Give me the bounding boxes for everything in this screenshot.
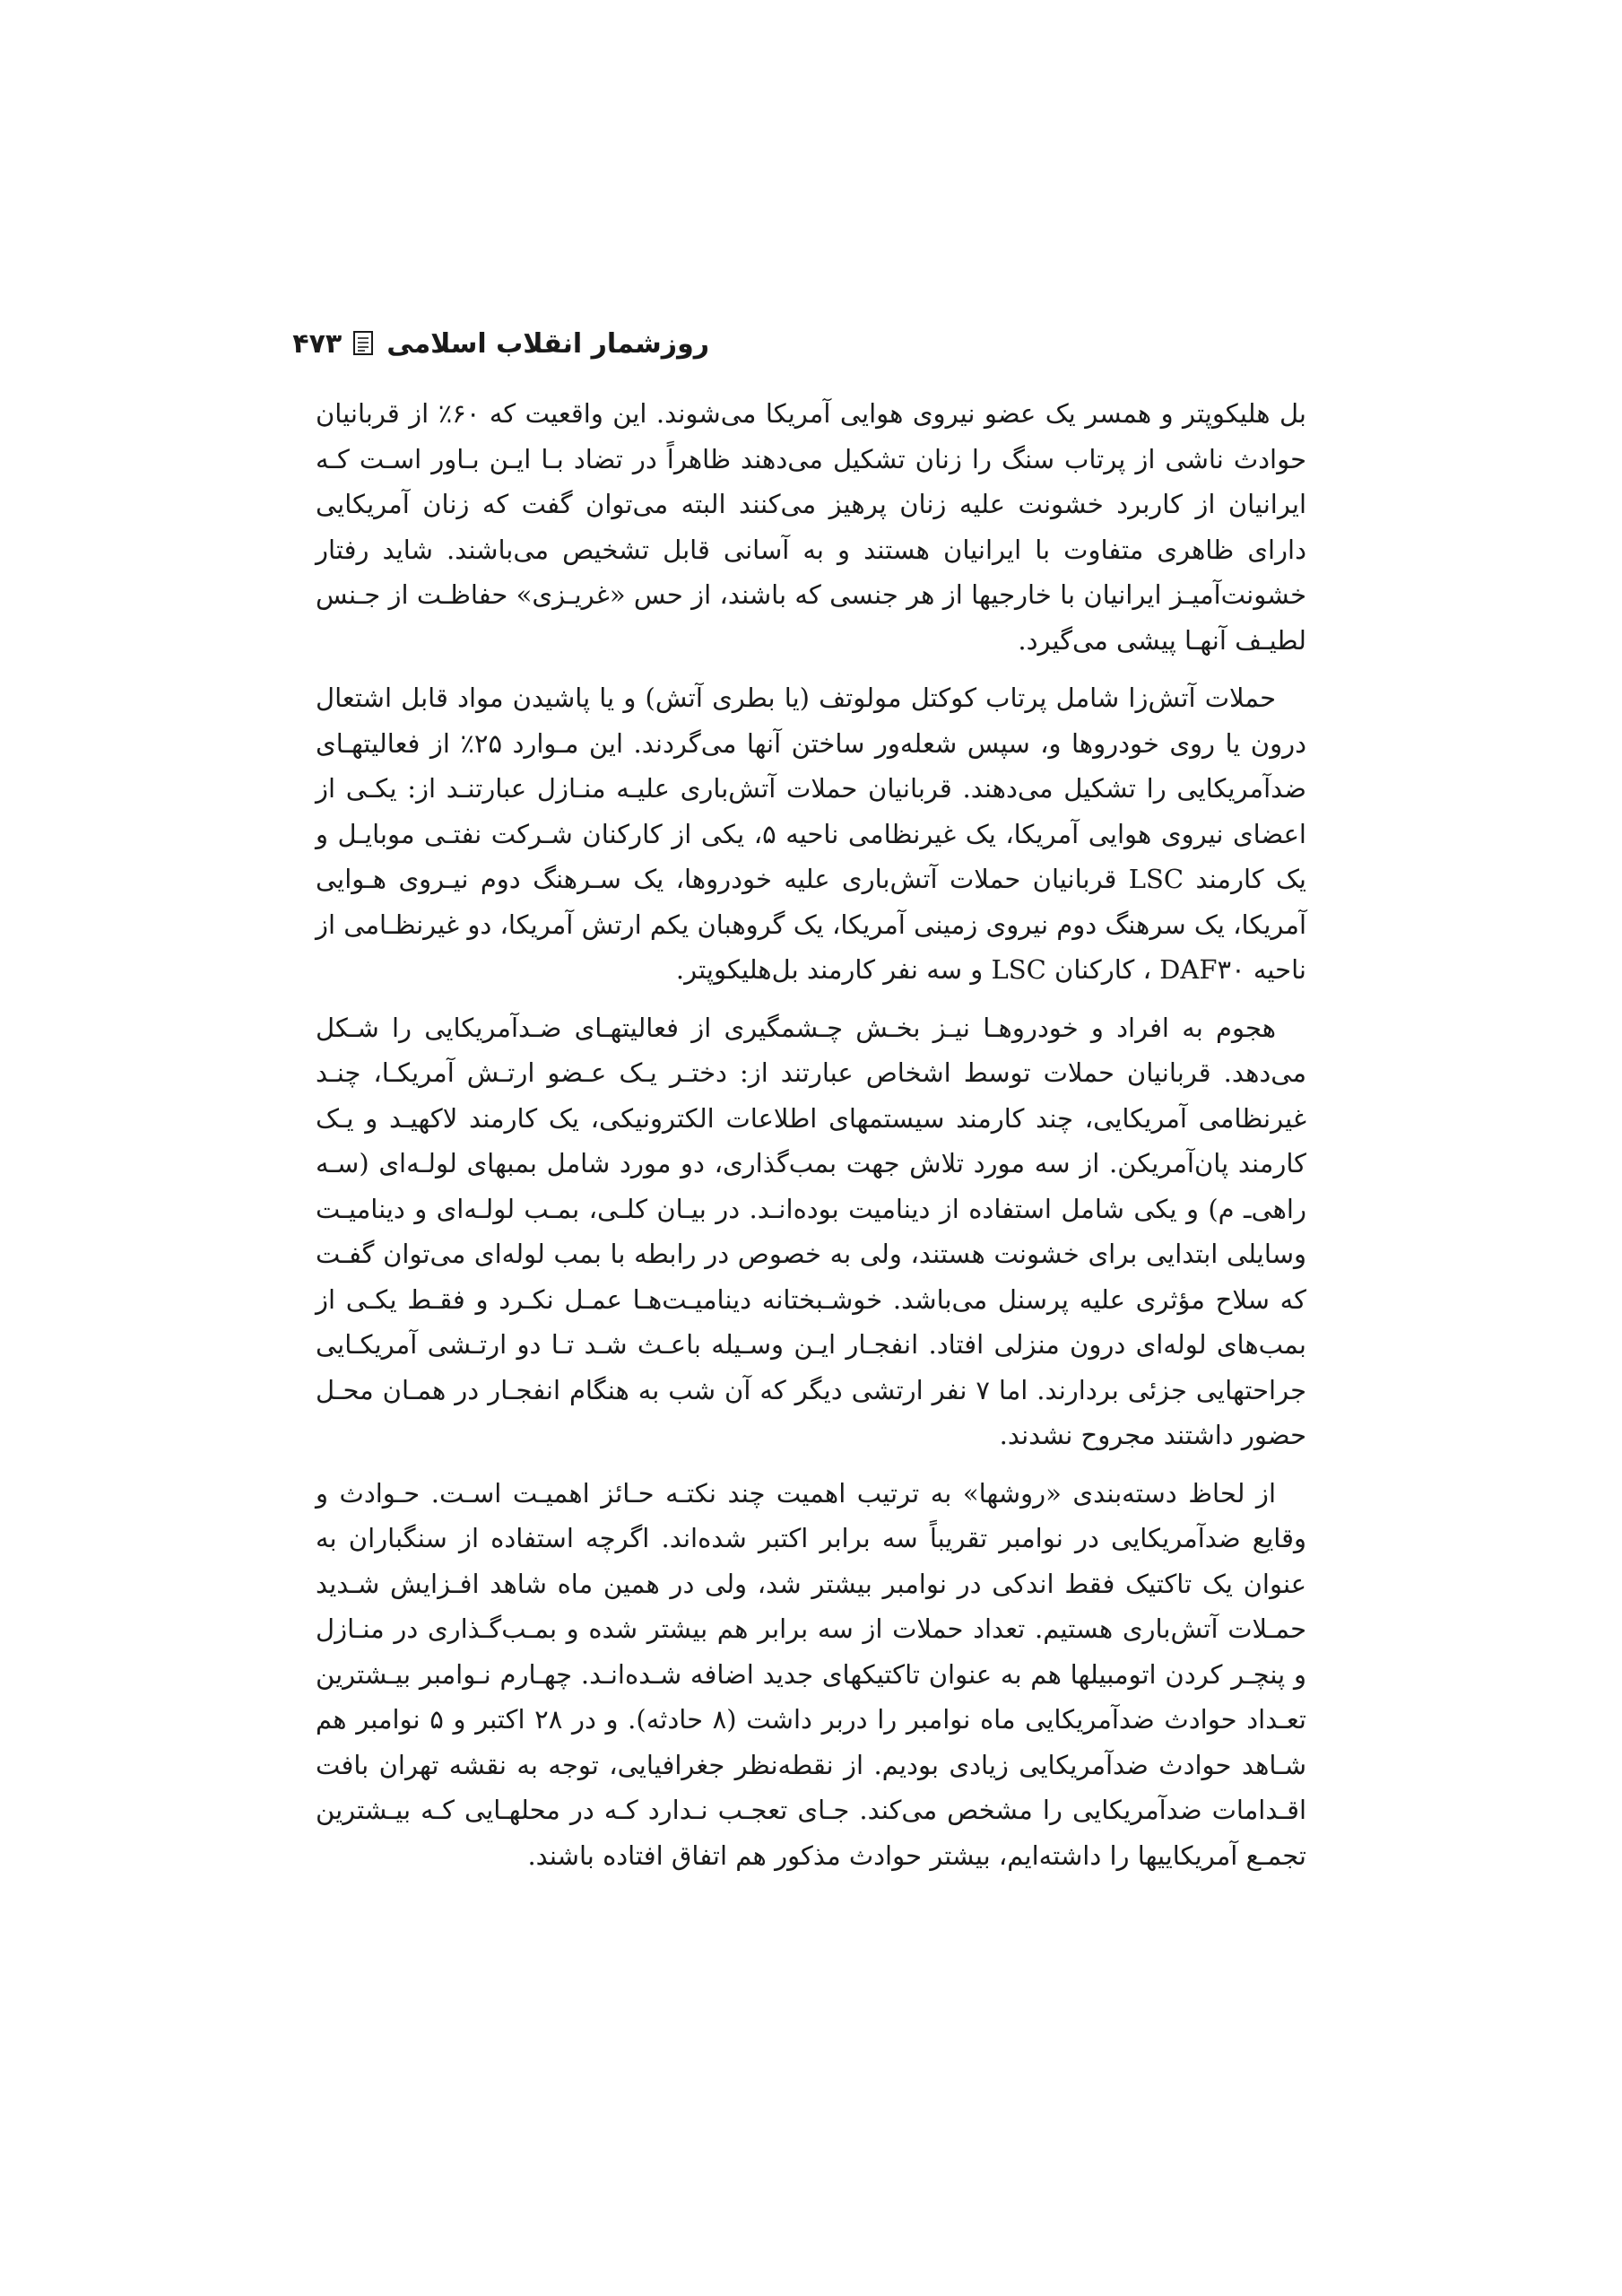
paragraph: هجوم به افراد و خودروهـا نیـز بخـش چـشمگیری از فعالیتهـای ضـدآمریکایی را شـکل می‌دهد. قربانیان حملات توسط اشخاص عبارتند از: دختـر یـک عـضو ارتـش آمریکـا، چنـد غیرنظامی آمریکایی، چند کارمند سیستمهای اطلاعات الکترونیکی، یک کارمند لاکهیـد و یـک کارمند پان‌آمریکن. از سه مورد تلاش جهت بمب‌گذاری، دو مورد شامل بمبهای لولـه‌ای (سـه راهی‌ـ م) و یکی شامل استفاده از دینامیت بوده‌انـد. در بیـان کلـی، بمـب لولـه‌ای و دینامیـت وسایلی ابتدایی برای خشونت هستند، ولی به خصوص در رابطه با بمب لوله‌ای می‌توان گفـت که سلاح مؤثری علیه پرسنل می‌باشد. خوشـبختانه دینامیـت‌هـا عمـل نکـرد و فقـط یکـی از بمب‌های لوله‌ای درون منزلی افتاد. انفجـار ایـن وسـیله باعـث شـد تـا دو ارتـشی آمریکـایی جراحتهایی جزئی بردارند. اما ۷ نفر ارتشی دیگر که آن شب به هنگام انفجـار در همـان محـل حضور داشتند مجروح نشدند.: [316, 1012, 1306, 1450]
book-page-icon: [352, 330, 376, 357]
book-title: روزشمار انقلاب اسلامی: [386, 327, 709, 360]
page-number: ۴۷۳: [292, 327, 343, 360]
paragraph: از لحاظ دسته‌بندی «روشها» به ترتیب اهمیت چند نکتـه حـائز اهمیـت اسـت. حـوادث و وقایع ضدآمریکایی در نوامبر تقریباً سه برابر اکتبر شده‌اند. اگرچه استفاده از سنگباران به عنوان یک تاکتیک فقط اندکی در نوامبر بیشتر شد، ولی در همین ماه شاهد افـزایش شـدید حمـلات آتش‌باری هستیم. تعداد حملات از سه برابر هم بیشتر شده و بمـب‌گـذاری در منـازل و پنچـر کردن اتومبیلها هم به عنوان تاکتیکهای جدید اضافه شـده‌انـد. چهـارم نـوامبر بیـشترین تعـداد حوادث ضدآمریکایی ماه نوامبر را دربر داشت (۸ حادثه). و در ۲۸ اکتبر و ۵ نوامبر هم شـاهد حوادث ضدآمریکایی زیادی بودیم. از نقطه‌نظر جغرافیایی، توجه به نقشه تهران بافت اقـدامات ضدآمریکایی را مشخص می‌کند. جـای تعجـب نـدارد کـه در محلهـایی کـه بیـشترین تجمـع آمریکاییها را داشته‌ایم، بیشتر حوادث مذکور هم اتفاق افتاده باشند.: [316, 1477, 1306, 1871]
running-header: [292, 321, 709, 366]
paragraph: حملات آتش‌زا شامل پرتاب کوکتل مولوتف (یا بطری آتش) و یا پاشیدن مواد قابل اشتعال درون یا روی خودروها و، سپس شعله‌ور ساختن آنها می‌گردند. این مـوارد ۲۵٪ از فعالیتهـای ضدآمریکایی را تشکیل می‌دهند. قربانیان حملات آتش‌باری علیـه منـازل عبارتنـد از: یکـی از اعضای نیروی هوایی آمریکا، یک غیرنظامی ناحیه ۵، یکی از کارکنان شـرکت نفتـی موبایـل و یک کارمند LSC قربانیان حملات آتش‌باری علیه خودروها، یک سـرهنگ دوم نیـروی هـوایی آمریکا، یک سرهنگ دوم نیروی زمینی آمریکا، یک گروهبان یکم ارتش آمریکا، دو غیرنظـامی از ناحیه DAF۳۰ ، کارکنان LSC و سه نفر کارمند بل‌هلیکوپتر.: [316, 683, 1306, 985]
body-text: [316, 391, 1306, 1891]
paragraph: بل هلیکوپتر و همسر یک عضو نیروی هوایی آمریکا می‌شوند. این واقعیت که ۶۰٪ از قربانیان حوادث ناشی از پرتاب سنگ را زنان تشکیل می‌دهند ظاهراً در تضاد بـا ایـن بـاور اسـت کـه ایرانیان از کاربرد خشونت علیه زنان پرهیز می‌کنند البته می‌توان گفت که زنان آمریکایی دارای ظاهری متفاوت با ایرانیان هستند و به آسانی قابل تشخیص می‌باشند. شاید رفتار خشونت‌آمیـز ایرانیان با خارجیها از هر جنسی که باشند، از حس «غریـزی» حفاظـت از جـنس لطیـف آنهـا پیشی می‌گیرد.: [316, 398, 1306, 656]
